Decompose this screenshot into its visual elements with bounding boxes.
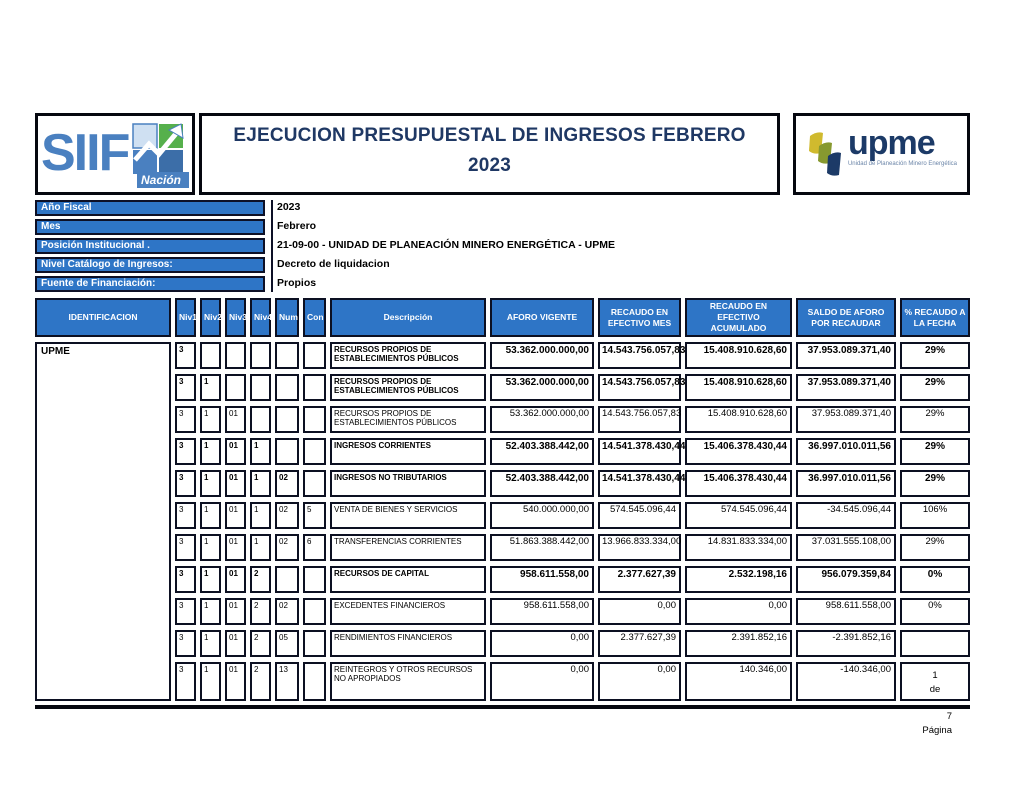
descripcion-cell: EXCEDENTES FINANCIEROS: [330, 598, 486, 625]
table-header-row: [35, 298, 970, 337]
pct-cell: 29%: [900, 438, 970, 465]
niv3-cell: 01: [225, 630, 246, 657]
report-info-block: [35, 200, 970, 292]
num-cell: [275, 566, 299, 593]
descripcion-cell: RECURSOS DE CAPITAL: [330, 566, 486, 593]
niv4-cell: 2: [250, 598, 271, 625]
recaudo-mes-cell: 0,00: [598, 662, 681, 701]
recaudo-mes-cell: 2.377.627,39: [598, 566, 681, 593]
niv2-cell: 1: [200, 598, 221, 625]
info-row-posicion-institucional: [35, 238, 970, 254]
svg-text:SIIF: SIIF: [41, 124, 129, 182]
saldo-cell: -2.391.852,16: [796, 630, 896, 657]
con-cell: [303, 630, 326, 657]
niv2-cell: 1: [200, 534, 221, 561]
pct-cell: 29%: [900, 374, 970, 401]
con-cell: 6: [303, 534, 326, 561]
recaudo-acum-cell: 574.545.096,44: [685, 502, 792, 529]
siif-nacion-logo: [35, 113, 195, 195]
table-row: [35, 630, 970, 657]
num-cell: 02: [275, 598, 299, 625]
upme-logo: [793, 113, 970, 195]
pct-cell: 0%: [900, 598, 970, 625]
descripcion-cell: INGRESOS NO TRIBUTARIOS: [330, 470, 486, 497]
num-cell: [275, 374, 299, 401]
niv2-cell: 1: [200, 406, 221, 433]
pct-cell: 106%: [900, 502, 970, 529]
niv2-cell: 1: [200, 502, 221, 529]
niv1-cell: 3: [175, 470, 196, 497]
saldo-cell: 37.953.089.371,40: [796, 406, 896, 433]
con-cell: [303, 342, 326, 369]
niv1-cell: 3: [175, 598, 196, 625]
col-header-niv1: Niv1: [175, 298, 196, 337]
aforo-cell: 52.403.388.442,00: [490, 438, 594, 465]
num-cell: [275, 406, 299, 433]
info-value: Decreto de liquidacion: [277, 258, 390, 270]
col-header-niv2: Niv2: [200, 298, 221, 337]
info-row-ano-fiscal: [35, 200, 970, 216]
saldo-cell: 37.031.555.108,00: [796, 534, 896, 561]
table-row: [35, 662, 970, 701]
table-row: [35, 502, 970, 529]
siif-logo-icon: [41, 118, 189, 190]
niv1-cell: 3: [175, 406, 196, 433]
recaudo-mes-cell: 13.966.833.334,00: [598, 534, 681, 561]
table-row: [35, 438, 970, 465]
pct-cell: 29%: [900, 470, 970, 497]
niv3-cell: 01: [225, 566, 246, 593]
niv3-cell: 01: [225, 502, 246, 529]
table-row: [35, 566, 970, 593]
con-cell: [303, 598, 326, 625]
page-footer: [35, 710, 970, 739]
num-cell: 05: [275, 630, 299, 657]
aforo-cell: 0,00: [490, 662, 594, 701]
niv1-cell: 3: [175, 438, 196, 465]
niv3-cell: 01: [225, 438, 246, 465]
niv2-cell: 1: [200, 438, 221, 465]
num-cell: 02: [275, 470, 299, 497]
saldo-cell: 958.611.558,00: [796, 598, 896, 625]
recaudo-acum-cell: 14.831.833.334,00: [685, 534, 792, 561]
info-divider: [271, 200, 273, 292]
con-cell: [303, 406, 326, 433]
page-label: Página: [922, 725, 952, 737]
num-cell: 13: [275, 662, 299, 701]
niv4-cell: [250, 342, 271, 369]
niv4-cell: 2: [250, 566, 271, 593]
niv3-cell: 01: [225, 598, 246, 625]
descripcion-cell: RECURSOS PROPIOS DE ESTABLECIMIENTOS PÚBLICOS: [330, 406, 486, 433]
saldo-cell: 37.953.089.371,40: [796, 374, 896, 401]
descripcion-cell: INGRESOS CORRIENTES: [330, 438, 486, 465]
aforo-cell: 958.611.558,00: [490, 598, 594, 625]
band-spacer: [780, 113, 793, 195]
col-header-pct: % RECAUDO A LA FECHA: [900, 298, 970, 337]
niv4-cell: 2: [250, 630, 271, 657]
aforo-cell: 958.611.558,00: [490, 566, 594, 593]
niv3-cell: [225, 342, 246, 369]
niv1-cell: 3: [175, 534, 196, 561]
page-total: 7: [946, 710, 952, 722]
col-header-aforo: AFORO VIGENTE: [490, 298, 594, 337]
table-row: [35, 374, 970, 401]
niv2-cell: 1: [200, 662, 221, 701]
descripcion-cell: VENTA DE BIENES Y SERVICIOS: [330, 502, 486, 529]
col-header-descripcion: Descripción: [330, 298, 486, 337]
niv4-cell: [250, 374, 271, 401]
report-page: [35, 113, 970, 739]
upme-tagline: Unidad de Planeación Minero Energética: [847, 161, 958, 167]
table-row: [35, 534, 970, 561]
page-indicator-cell: [900, 662, 970, 701]
recaudo-acum-cell: 15.406.378.430,44: [685, 438, 792, 465]
niv4-cell: 1: [250, 534, 271, 561]
info-value: 2023: [277, 201, 301, 213]
info-value: Propios: [277, 277, 317, 289]
recaudo-mes-cell: 574.545.096,44: [598, 502, 681, 529]
aforo-cell: 51.863.388.442,00: [490, 534, 594, 561]
info-row-fuente-financiacion: [35, 276, 970, 292]
info-label: Mes: [35, 219, 265, 235]
recaudo-acum-cell: 15.406.378.430,44: [685, 470, 792, 497]
table-row: [35, 342, 970, 369]
con-cell: [303, 566, 326, 593]
info-label: Posición Institucional .: [35, 238, 265, 254]
report-title-line1: EJECUCION PRESUPUESTAL DE INGRESOS FEBRERO: [233, 125, 746, 146]
col-header-niv4: Niv4: [250, 298, 271, 337]
col-header-num: Num: [275, 298, 299, 337]
page-of-label: de: [929, 684, 941, 696]
recaudo-mes-cell: 2.377.627,39: [598, 630, 681, 657]
aforo-cell: 0,00: [490, 630, 594, 657]
niv4-cell: 1: [250, 470, 271, 497]
upme-wordmark: upme: [847, 124, 935, 162]
info-value: Febrero: [277, 220, 317, 232]
saldo-cell: 36.997.010.011,56: [796, 438, 896, 465]
con-cell: [303, 438, 326, 465]
niv1-cell: 3: [175, 374, 196, 401]
pct-cell: 29%: [900, 406, 970, 433]
niv4-cell: [250, 406, 271, 433]
descripcion-cell: RECURSOS PROPIOS DE ESTABLECIMIENTOS PÚBLICOS: [330, 342, 486, 369]
identification-cell: UPME: [35, 342, 171, 701]
recaudo-mes-cell: 14.541.378.430,44: [598, 438, 681, 465]
niv4-cell: 2: [250, 662, 271, 701]
niv4-cell: 1: [250, 438, 271, 465]
info-label: Año Fiscal: [35, 200, 265, 216]
descripcion-cell: TRANSFERENCIAS CORRIENTES: [330, 534, 486, 561]
con-cell: [303, 470, 326, 497]
pct-cell: 0%: [900, 566, 970, 593]
num-cell: 02: [275, 534, 299, 561]
page-current: 1: [932, 670, 938, 682]
saldo-cell: -140.346,00: [796, 662, 896, 701]
table-row: [35, 470, 970, 497]
recaudo-acum-cell: 15.408.910.628,60: [685, 342, 792, 369]
recaudo-acum-cell: 2.391.852,16: [685, 630, 792, 657]
recaudo-mes-cell: 0,00: [598, 598, 681, 625]
niv3-cell: 01: [225, 406, 246, 433]
report-title-line2: 2023: [467, 155, 512, 176]
recaudo-mes-cell: 14.541.378.430,44: [598, 470, 681, 497]
num-cell: [275, 438, 299, 465]
pct-cell: [900, 630, 970, 657]
niv3-cell: 01: [225, 470, 246, 497]
niv1-cell: 3: [175, 662, 196, 701]
col-header-con: Con: [303, 298, 326, 337]
svg-text:Nación: Nación: [141, 173, 182, 187]
niv4-cell: 1: [250, 502, 271, 529]
col-header-identificacion: IDENTIFICACION: [35, 298, 171, 337]
niv3-cell: 01: [225, 662, 246, 701]
col-header-niv3: Niv3: [225, 298, 246, 337]
recaudo-mes-cell: 14.543.756.057,83: [598, 374, 681, 401]
col-header-saldo: SALDO DE AFORO POR RECAUDAR: [796, 298, 896, 337]
descripcion-cell: RENDIMIENTOS FINANCIEROS: [330, 630, 486, 657]
pct-cell: 29%: [900, 342, 970, 369]
recaudo-acum-cell: 15.408.910.628,60: [685, 406, 792, 433]
recaudo-acum-cell: 15.408.910.628,60: [685, 374, 792, 401]
col-header-recaudo-mes: RECAUDO EN EFECTIVO MES: [598, 298, 681, 337]
descripcion-cell: REINTEGROS Y OTROS RECURSOS NO APROPIADOS: [330, 662, 486, 701]
niv1-cell: 3: [175, 342, 196, 369]
recaudo-acum-cell: 0,00: [685, 598, 792, 625]
con-cell: [303, 374, 326, 401]
num-cell: 02: [275, 502, 299, 529]
recaudo-acum-cell: 140.346,00: [685, 662, 792, 701]
niv1-cell: 3: [175, 566, 196, 593]
niv2-cell: [200, 342, 221, 369]
saldo-cell: -34.545.096,44: [796, 502, 896, 529]
pct-cell: 29%: [900, 534, 970, 561]
upme-logo-icon: [806, 128, 844, 180]
aforo-cell: 540.000.000,00: [490, 502, 594, 529]
report-header-band: [35, 113, 970, 195]
niv2-cell: 1: [200, 566, 221, 593]
con-cell: 5: [303, 502, 326, 529]
info-value: 21-09-00 - UNIDAD DE PLANEACIÓN MINERO ENERGÉTICA - UPME: [277, 239, 615, 251]
niv2-cell: 1: [200, 470, 221, 497]
info-label: Nivel Catálogo de Ingresos:: [35, 257, 265, 273]
info-row-nivel-catalogo: [35, 257, 970, 273]
niv1-cell: 3: [175, 502, 196, 529]
niv3-cell: [225, 374, 246, 401]
col-header-recaudo-acum: RECAUDO EN EFECTIVO ACUMULADO: [685, 298, 792, 337]
aforo-cell: 53.362.000.000,00: [490, 342, 594, 369]
saldo-cell: 36.997.010.011,56: [796, 470, 896, 497]
saldo-cell: 956.079.359,84: [796, 566, 896, 593]
niv2-cell: 1: [200, 374, 221, 401]
info-label: Fuente de Financiación:: [35, 276, 265, 292]
descripcion-cell: RECURSOS PROPIOS DE ESTABLECIMIENTOS PÚBLICOS: [330, 374, 486, 401]
aforo-cell: 53.362.000.000,00: [490, 406, 594, 433]
niv1-cell: 3: [175, 630, 196, 657]
budget-table: [31, 293, 974, 706]
recaudo-mes-cell: 14.543.756.057,83: [598, 406, 681, 433]
recaudo-acum-cell: 2.532.198,16: [685, 566, 792, 593]
niv2-cell: 1: [200, 630, 221, 657]
recaudo-mes-cell: 14.543.756.057,83: [598, 342, 681, 369]
report-title: [199, 113, 780, 195]
num-cell: [275, 342, 299, 369]
aforo-cell: 52.403.388.442,00: [490, 470, 594, 497]
niv3-cell: 01: [225, 534, 246, 561]
saldo-cell: 37.953.089.371,40: [796, 342, 896, 369]
table-row: [35, 598, 970, 625]
table-row: [35, 406, 970, 433]
con-cell: [303, 662, 326, 701]
aforo-cell: 53.362.000.000,00: [490, 374, 594, 401]
info-row-mes: [35, 219, 970, 235]
table-bottom-rule: [35, 705, 970, 709]
